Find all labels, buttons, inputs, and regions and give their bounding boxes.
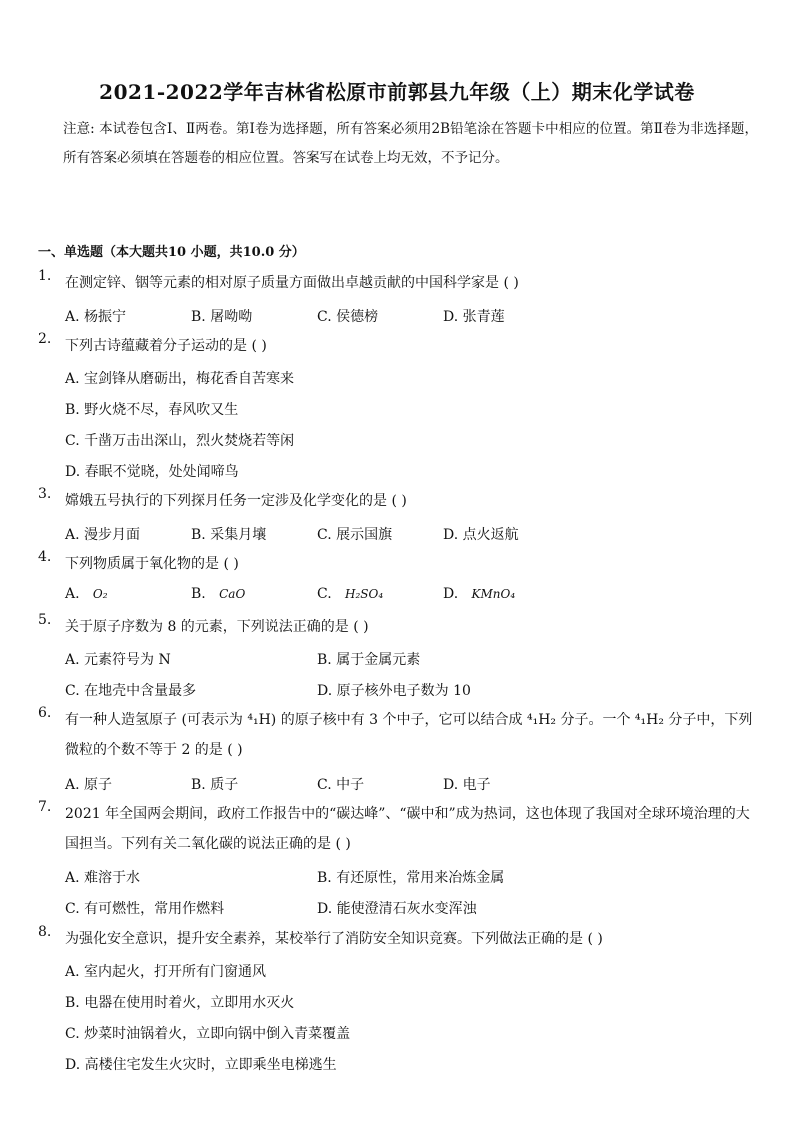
- option-c[interactable]: C. 展示国旗: [317, 527, 393, 543]
- chemical-formula: O₂: [92, 587, 108, 601]
- option-d[interactable]: D. 点火返航: [443, 527, 519, 543]
- option-d[interactable]: D. 能使澄清石灰水变浑浊: [317, 901, 477, 917]
- chemical-formula: KMnO₄: [471, 587, 516, 601]
- option-b[interactable]: B. 电器在使用时着火，立即用水灭火: [65, 995, 295, 1011]
- option-b[interactable]: [191, 586, 245, 602]
- option-b[interactable]: B. 采集月壤: [191, 527, 267, 543]
- option-a[interactable]: A. 难溶于水: [65, 870, 141, 886]
- question-number: 1.: [38, 268, 52, 284]
- chemical-formula: CaO: [219, 587, 246, 601]
- section-heading: 一、单选题（本大题共10 小题，共10.0 分）: [38, 245, 305, 260]
- question-stem: 下列古诗蕴藏着分子运动的是 ( ): [65, 338, 267, 354]
- question-number: 7.: [38, 799, 52, 815]
- option-c[interactable]: C. 侯德榜: [317, 309, 379, 325]
- option-d[interactable]: D. 春眠不觉晓，处处闻啼鸟: [65, 464, 239, 480]
- option-a[interactable]: A. 元素符号为 N: [65, 652, 171, 668]
- option-a[interactable]: A. 原子: [65, 777, 113, 793]
- option-a[interactable]: A. 杨振宁: [65, 309, 127, 325]
- option-d[interactable]: D. 电子: [443, 777, 491, 793]
- option-letter: B.: [191, 586, 206, 602]
- option-b[interactable]: B. 有还原性，常用来冶炼金属: [317, 870, 505, 886]
- option-c[interactable]: C. 中子: [317, 777, 365, 793]
- question-number: 3.: [38, 486, 52, 502]
- option-d[interactable]: D. 高楼住宅发生火灾时，立即乘坐电梯逃生: [65, 1057, 337, 1073]
- question-stem: 2021 年全国两会期间，政府工作报告中的“碳达峰”、“碳中和”成为热词，这也体现了我国对全球环境治理的大国担当。下列有关二氧化碳的说法正确的是 ( ): [65, 806, 750, 852]
- exam-notice: 注意: 本试卷包含Ⅰ、Ⅱ两卷。第Ⅰ卷为选择题，所有答案必须用2B铅笔涂在答题卡中相应的位置。第Ⅱ卷为非选择题，所有答案必须填在答题卷的相应位置。答案写在试卷上均无效，不予记分。: [63, 121, 758, 166]
- question-number: 8.: [38, 924, 52, 940]
- question-number: 6.: [38, 705, 52, 721]
- option-d[interactable]: D. 原子核外电子数为 10: [317, 683, 471, 699]
- option-a[interactable]: A. 漫步月面: [65, 527, 141, 543]
- option-c[interactable]: [317, 586, 383, 602]
- question-number: 2.: [38, 331, 52, 347]
- question-stem: 在测定锌、铟等元素的相对原子质量方面做出卓越贡献的中国科学家是 ( ): [65, 275, 519, 291]
- question-number: 5.: [38, 612, 52, 628]
- question-number: 4.: [38, 549, 52, 565]
- chemical-formula: H₂SO₄: [345, 587, 384, 601]
- option-d[interactable]: [443, 586, 515, 602]
- question-stem: 为强化安全意识，提升安全素养，某校举行了消防安全知识竞赛。下列做法正确的是 ( ): [65, 931, 603, 947]
- option-c[interactable]: C. 有可燃性，常用作燃料: [65, 901, 225, 917]
- option-a[interactable]: [65, 586, 108, 602]
- question-stem: 嫦娥五号执行的下列探月任务一定涉及化学变化的是 ( ): [65, 493, 407, 509]
- option-a[interactable]: A. 宝剑锋从磨砺出，梅花香自苦寒来: [65, 371, 295, 387]
- question-stem: 有一种人造氢原子 (可表示为 ⁴₁H) 的原子核中有 3 个中子，它可以结合成 ⁴₁H₂ 分子。一个 ⁴₁H₂ 分子中，下列微粒的个数不等于 2 的是 ( ): [65, 712, 753, 758]
- option-letter: C.: [317, 586, 332, 602]
- option-b[interactable]: B. 属于金属元素: [317, 652, 421, 668]
- option-d[interactable]: D. 张青莲: [443, 309, 505, 325]
- option-a[interactable]: A. 室内起火，打开所有门窗通风: [65, 964, 267, 980]
- option-letter: D.: [443, 586, 459, 602]
- page-title: 2021-2022学年吉林省松原市前郭县九年级（上）期末化学试卷: [99, 80, 695, 104]
- option-letter: A.: [65, 586, 80, 602]
- option-b[interactable]: B. 屠呦呦: [191, 309, 253, 325]
- question-stem: 下列物质属于氧化物的是 ( ): [65, 556, 239, 572]
- question-stem: 关于原子序数为 8 的元素，下列说法正确的是 ( ): [65, 619, 369, 635]
- option-b[interactable]: B. 野火烧不尽，春风吹又生: [65, 402, 239, 418]
- option-b[interactable]: B. 质子: [191, 777, 239, 793]
- option-c[interactable]: C. 千凿万击出深山，烈火焚烧若等闲: [65, 433, 295, 449]
- option-c[interactable]: C. 在地壳中含量最多: [65, 683, 197, 699]
- option-c[interactable]: C. 炒菜时油锅着火，立即向锅中倒入青菜覆盖: [65, 1026, 351, 1042]
